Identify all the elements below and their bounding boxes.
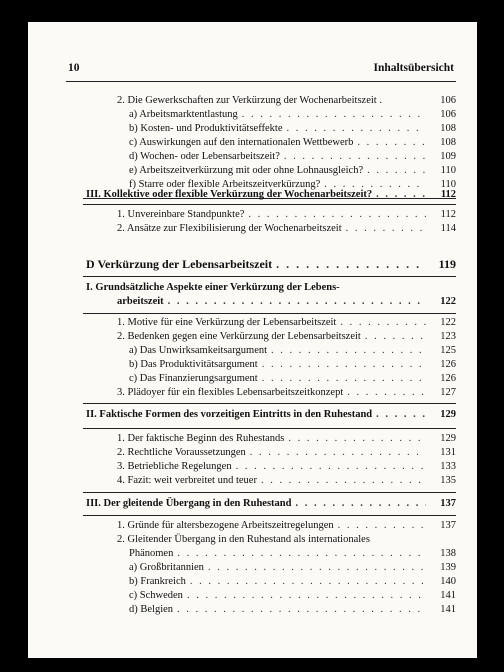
toc-entry: d) Wochen- oder Lebensarbeitszeit? . . . 109 — [129, 150, 456, 164]
toc-entry: c) Schweden . . . 141 — [129, 589, 456, 603]
toc-entry: f) Starre oder flexible Arbeitszeitverkürzung? . . . 110 — [129, 178, 456, 192]
toc-entry: 1. Der faktische Beginn des Ruhestands . . . 129 — [117, 432, 456, 446]
section-rule — [83, 204, 456, 205]
toc-entry: 1. Motive für eine Verkürzung der Lebensarbeitszeit . . . 122 — [117, 316, 456, 330]
toc-entry: Phänomen . . . 138 — [129, 547, 456, 561]
toc-entry: 2. Ansätze zur Flexibilisierung der Wochenarbeitszeit . . . 114 — [117, 222, 456, 236]
section-rule — [83, 492, 456, 493]
toc-entry: 1. Gründe für altersbezogene Arbeitszeitregelungen . . . 137 — [117, 519, 456, 533]
toc-entry: 1. Unvereinbare Standpunkte? . . . 112 — [117, 208, 456, 222]
toc-entry: b) Frankreich . . . 140 — [129, 575, 456, 589]
toc-part-heading: D Verkürzung der Lebensarbeitszeit . . . 119 — [86, 257, 456, 271]
toc-entry: 4. Fazit: weit verbreitet und teuer . . . 135 — [117, 474, 456, 488]
toc-section-heading: III. Der gleitende Übergang in den Ruhestand . . . 137 — [86, 497, 456, 511]
toc-entry: 2. Bedenken gegen eine Verkürzung der Lebensarbeitszeit . . . 123 — [117, 330, 456, 344]
toc-entry: d) Belgien . . . 141 — [129, 603, 456, 617]
section-rule — [83, 276, 456, 277]
section-rule — [83, 403, 456, 404]
page-number: 10 — [68, 62, 80, 74]
running-title: Inhaltsübersicht — [373, 62, 454, 74]
toc-entry: a) Arbeitsmarktentlastung . . . 106 — [129, 108, 456, 122]
toc-entry: a) Das Unwirksamkeitsargument . . . 125 — [129, 344, 456, 358]
toc-entry: e) Arbeitszeitverkürzung mit oder ohne Lohnausgleich? . . . 110 — [129, 164, 456, 178]
toc-entry: 3. Plädoyer für ein flexibles Lebensarbeitszeitkonzept . . . 127 — [117, 386, 456, 400]
section-rule — [83, 428, 456, 429]
header-rule — [66, 81, 456, 82]
toc-entry: 3. Betriebliche Regelungen . . . 133 — [117, 460, 456, 474]
toc-section-heading: III. Kollektive oder flexible Verkürzung der Wochenarbeitszeit? . . . 112 — [86, 188, 456, 202]
toc-entry: a) Großbritannien . . . 139 — [129, 561, 456, 575]
toc-entry: b) Das Produktivitätsargument . . . 126 — [129, 358, 456, 372]
toc-section-heading: II. Faktische Formen des vorzeitigen Eintritts in den Ruhestand . . . 129 — [86, 408, 456, 422]
toc-entry: 2. Rechtliche Voraussetzungen . . . 131 — [117, 446, 456, 460]
section-rule — [83, 515, 456, 516]
toc-entry: b) Kosten- und Produktivitätseffekte . . . 108 — [129, 122, 456, 136]
toc-entry: 2. Die Gewerkschaften zur Verkürzung der Wochenarbeitszeit . 106 — [117, 95, 456, 106]
section-rule — [83, 313, 456, 314]
toc-section-heading: arbeitszeit . . . 122 — [117, 295, 456, 309]
toc-section-heading: I. Grundsätzliche Aspekte einer Verkürzung der Lebens- — [86, 282, 340, 293]
toc-entry: c) Auswirkungen auf den internationalen Wettbewerb . . . 108 — [129, 136, 456, 150]
toc-entry: c) Das Finanzierungsargument . . . 126 — [129, 372, 456, 386]
toc-entry: 2. Gleitender Übergang in den Ruhestand als internationales — [117, 534, 370, 545]
